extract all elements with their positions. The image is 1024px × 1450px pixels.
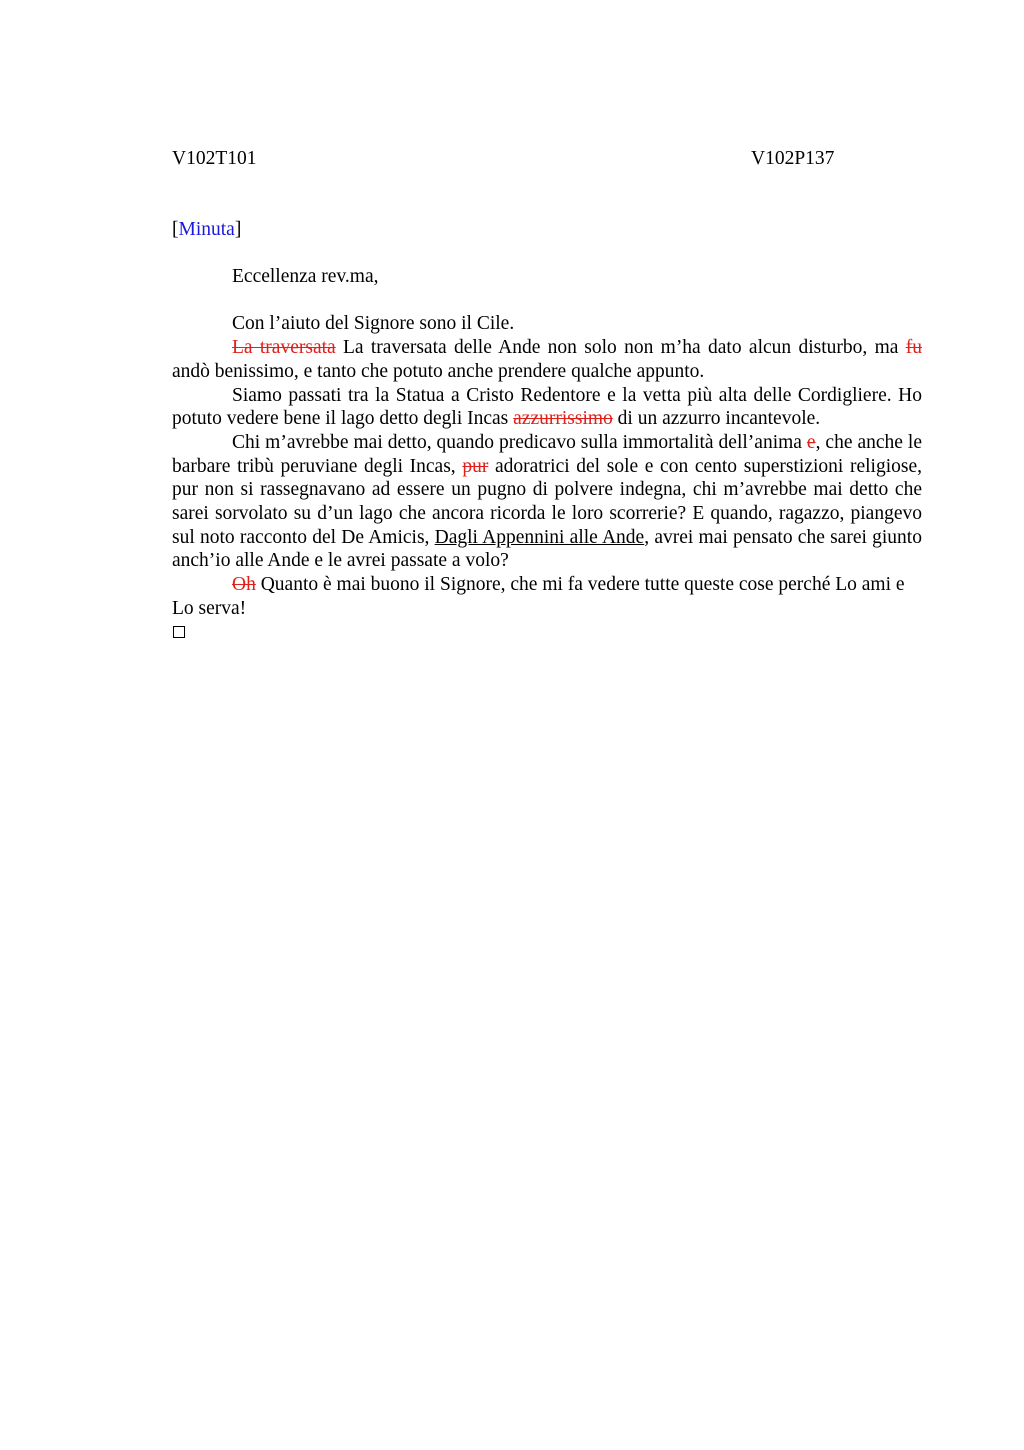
paragraph-2: [172, 336, 922, 383]
paragraph-text: andò benissimo, e tanto che potuto anche prendere qualche appunto.: [172, 360, 705, 382]
deleted-text: e: [806, 431, 816, 453]
paragraph-text: La traversata delle Ande non solo non m’ha dato alcun disturbo, ma: [335, 337, 906, 359]
deleted-text: fu: [905, 337, 922, 359]
bracket-close: ]: [234, 219, 242, 240]
empty-square-icon: [173, 626, 185, 638]
paragraph-5: [172, 573, 922, 620]
draft-label: [172, 218, 241, 242]
draft-label-word: Minuta: [178, 219, 235, 240]
deleted-text: Oh: [232, 574, 256, 596]
deleted-text: La traversata: [232, 337, 336, 359]
paragraph-text: adoratrici del sole e con cento superstizioni religiose, pur non si rassegnavano ad essere un pugno di polvere indegna, chi m’avrebbe mai detto che sarei sorvolato su d’un lago che ancora ricorda le loro scorrerie? E quando, ragazzo, piangevo sul noto racconto del De Amicis,: [172, 455, 922, 548]
letter-body: [172, 265, 922, 621]
document-code-left: V102T101: [172, 148, 257, 169]
paragraph-4: [172, 431, 922, 573]
salutation: Eccellenza rev.ma,: [232, 266, 379, 287]
deleted-text: pur: [462, 455, 489, 477]
deleted-text: azzurrissimo: [513, 408, 613, 430]
paragraph-text: , avrei mai pensato che sarei giunto anch’io alle Ande e le avrei passate a volo?: [172, 526, 922, 572]
bracket-open: [: [172, 219, 179, 240]
paragraph-1: Con l’aiuto del Signore sono il Cile.: [232, 313, 515, 335]
document-code-right: V102P137: [751, 148, 835, 169]
book-title-underlined: Dagli Appennini alle Ande: [434, 526, 645, 548]
paragraph-3: [172, 384, 922, 431]
paragraph-text: Siamo passati tra la Statua a Cristo Redentore e la vetta più alta delle Cordigliere. Ho potuto vedere bene il lago detto degli Incas: [172, 384, 922, 430]
paragraph-text: Chi m’avrebbe mai detto, quando predicavo sulla immortalità dell’anima: [232, 431, 807, 453]
paragraph-text: , che anche le barbare tribù peruviane degli Incas,: [172, 431, 922, 477]
paragraph-text: Quanto è mai buono il Signore, che mi fa vedere tutte queste cose perché Lo ami e Lo serva!: [172, 574, 905, 619]
paragraph-text: di un azzurro incantevole.: [612, 408, 821, 430]
